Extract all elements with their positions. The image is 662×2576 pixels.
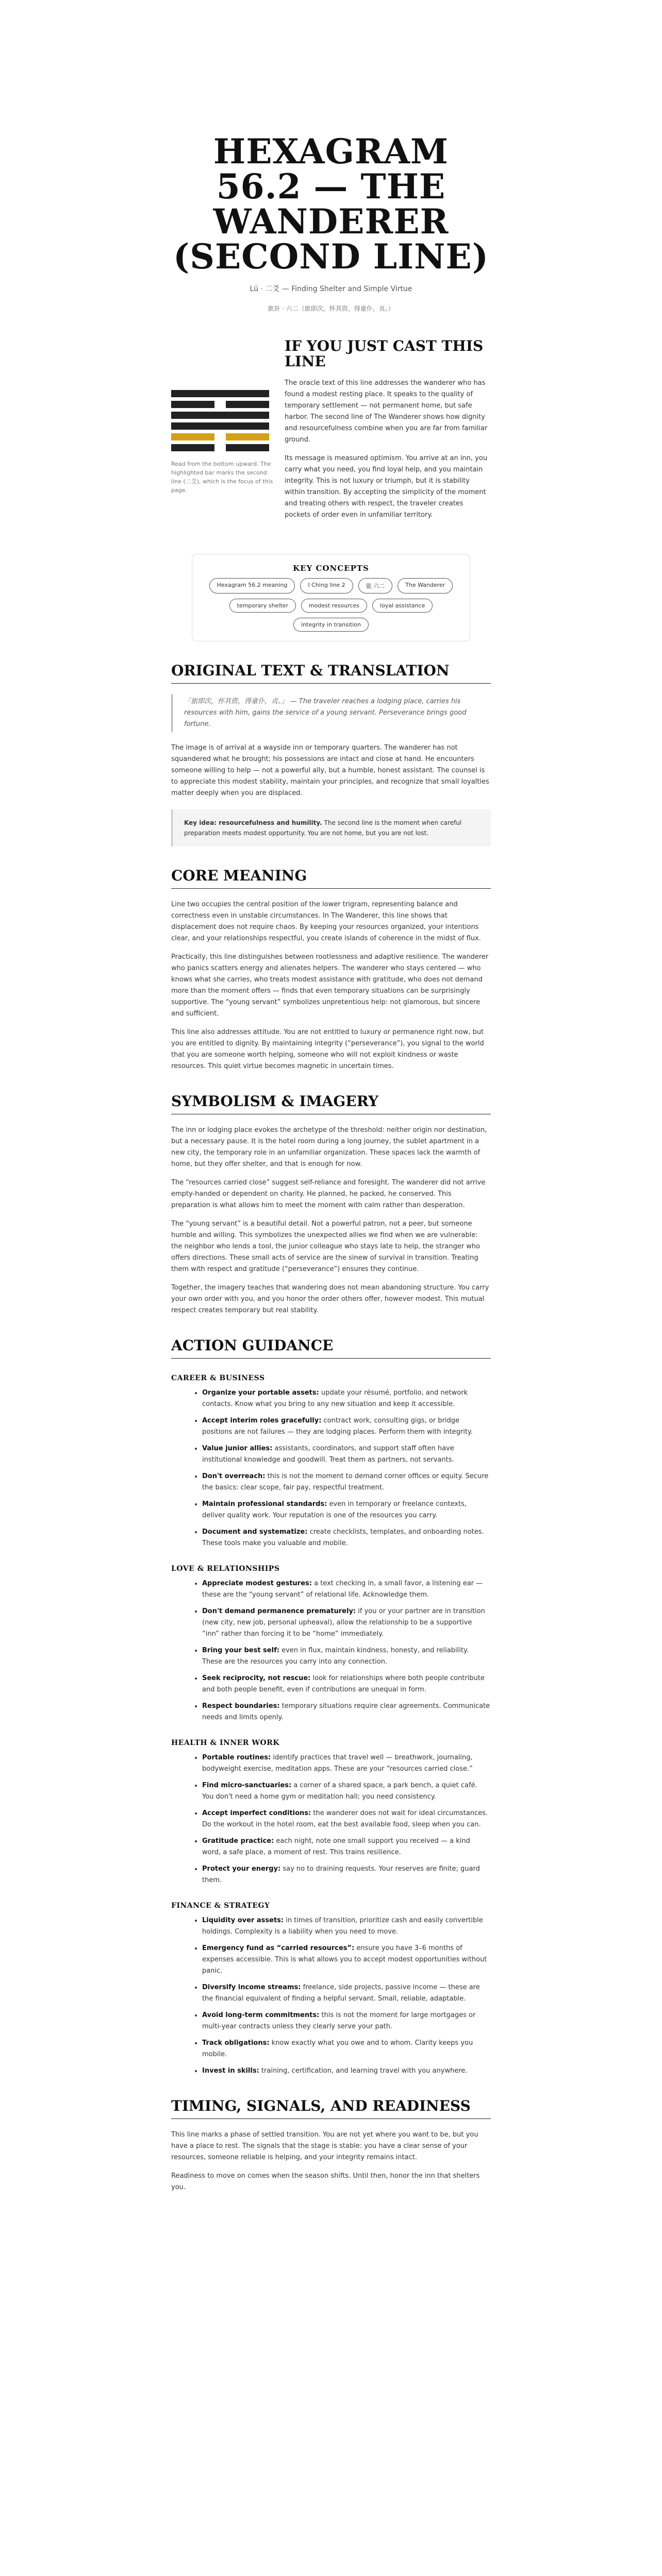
intro-section bbox=[171, 338, 491, 528]
intro-text bbox=[279, 338, 491, 528]
core-paragraph: Line two occupies the central position of the lower trigram, representing balance and correctness even in unstable circumstances. In The Wanderer, this line shows that displacement does not require chaos. By keeping your resources organized, your intentions clear, and your relationships respectful, you create islands of coherence in the midst of flux. bbox=[171, 901, 481, 942]
list-item: • Value junior allies: assistants, coordinators, and support staff often have institutional knowledge and goodwill. Treat them as partners, not servants. bbox=[202, 1443, 491, 1466]
concept-chip[interactable]: loyal assistance bbox=[372, 599, 433, 613]
symbolism-paragraph: Together, the imagery teaches that wandering does not mean abandoning structure. You carry your own order with you, and you honor the order others offer, however modest. This mutual respect creates temporary but real stability. bbox=[171, 1284, 489, 1314]
hexagram-line-6 bbox=[171, 390, 269, 397]
list-item: • Avoid long-term commitments: this is not the moment for large mortgages or multi-year contracts unless they clearly serve your path. bbox=[202, 2010, 491, 2032]
hexagram-line-3 bbox=[171, 422, 269, 430]
love-heading: LOVE & RELATIONSHIPS bbox=[171, 1565, 280, 1573]
key-idea-label: Key idea: resourcefulness and humility. bbox=[184, 819, 322, 826]
career-list bbox=[171, 1387, 491, 1549]
page-subtitle-chinese: 旅卦 · 六二（旅即次，怀其资，得童仆，贞。） bbox=[268, 305, 394, 312]
action-guidance-heading: ACTION GUIDANCE bbox=[171, 1337, 491, 1359]
symbolism-paragraph: The inn or lodging place evokes the archetype of the threshold: neither origin nor destination, but a necessary pause. It is the hotel room during a long journey, the sublet apartment in a new city, the temporary role in an unfamiliar organization. These spaces lack the warmth of home, but they offer shelter, and that is enough for now. bbox=[171, 1126, 487, 1168]
original-paragraph: The image is of arrival at a wayside inn or temporary quarters. The wanderer has not squandered what he brought; his possessions are intact and close at hand. He encounters someone willing to help — not a powerful ally, but a humble, honest assistant. The counsel is to appreciate this modest stability, maintain your principles, and recognize that small loyalties matter deeply when you are displaced. bbox=[171, 744, 489, 797]
list-item: • Track obligations: know exactly what you owe and to whom. Clarity keeps you mobile. bbox=[202, 2038, 491, 2060]
list-item: • Bring your best self: even in flux, maintain kindness, honesty, and reliability. These are the resources you carry into any connection. bbox=[202, 1645, 491, 1668]
list-item: • Don't overreach: this is not the moment to demand corner offices or equity. Secure the basics: clear scope, fair pay, respectful treatment. bbox=[202, 1471, 491, 1494]
page bbox=[171, 0, 491, 2193]
career-heading: CAREER & BUSINESS bbox=[171, 1374, 265, 1382]
health-list bbox=[171, 1752, 491, 1886]
oracle-quote: 「旅即次，怀其资，得童仆，贞。」 — The traveler reaches a lodging place, carries his resources with him, gains the service of a young servant. Perseverance brings good fortune. bbox=[171, 694, 491, 732]
concept-chip[interactable]: 旅 六二 bbox=[358, 578, 393, 594]
concept-chip[interactable]: temporary shelter bbox=[229, 599, 296, 613]
key-idea-text: The second line is the moment when careful preparation meets modest opportunity. You are not home, but you are not lost. bbox=[184, 819, 462, 837]
key-concepts-heading: KEY CONCEPTS bbox=[293, 564, 369, 573]
list-item: • Portable routines: identify practices that travel well — breathwork, journaling, bodyweight exercise, meditation apps. These are your “resources carried close.” bbox=[202, 1752, 491, 1775]
list-item: • Seek reciprocity, not rescue: look for relationships where both people contribute and both people benefit, even if contributions are unequal in form. bbox=[202, 1673, 491, 1696]
list-item: • Don't demand permanence prematurely: if you or your partner are in transition (new city, new job, personal upheaval), allow the relationship to be a supportive “inn” rather than forcing it to be “home” immediately. bbox=[202, 1606, 491, 1640]
list-item: • Diversify income streams: freelance, side projects, passive income — these are the financial equivalent of finding a helpful servant. Small, reliable, adaptable. bbox=[202, 1982, 491, 2005]
list-item: • Invest in skills: training, certification, and learning travel with you anywhere. bbox=[202, 2065, 491, 2077]
list-item: • Document and systematize: create checklists, templates, and onboarding notes. These tools make you valuable and mobile. bbox=[202, 1527, 491, 1549]
timing-paragraph: This line marks a phase of settled transition. You are not yet where you want to be, but you have a place to rest. The signals that the stage is stable: you have a clear sense of your resources, someone reliable is helping, and your integrity remains intact. bbox=[171, 2131, 478, 2161]
finance-list bbox=[171, 1915, 491, 2077]
intro-paragraph: Its message is measured optimism. You arrive at an inn, you carry what you need, you find loyal help, and you maintain integrity. This is not luxury or triumph, but it is stability within transition. By accepting the simplicity of the moment and treating others with respect, the traveler creates pockets of order even in unfamiliar territory. bbox=[285, 454, 488, 519]
intro-heading: IF YOU JUST CAST THIS LINE bbox=[285, 337, 484, 370]
list-item: • Respect boundaries: temporary situations require clear agreements. Communicate needs and limits openly. bbox=[202, 1701, 491, 1723]
hexagram-figure bbox=[171, 338, 279, 528]
hexagram-line-1 bbox=[171, 444, 269, 451]
hexagram-line-5 bbox=[171, 401, 269, 408]
concept-chip[interactable]: I Ching line 2 bbox=[300, 578, 353, 594]
list-item: • Emergency fund as “carried resources”: ensure you have 3–6 months of expenses accessible. This is what allows you to accept modest opportunities without panic. bbox=[202, 1943, 491, 1977]
core-meaning-heading: CORE MEANING bbox=[171, 867, 491, 889]
list-item: • Accept interim roles gracefully: contract work, consulting gigs, or bridge positions are not failures — they are lodging places. Perform them with integrity. bbox=[202, 1415, 491, 1438]
symbolism-heading: SYMBOLISM & IMAGERY bbox=[171, 1093, 491, 1114]
hexagram-line-4 bbox=[171, 412, 269, 419]
symbolism-paragraph: The “young servant” is a beautiful detail. Not a powerful patron, not a peer, but someone humble and willing. This symbolizes the unexpected allies we find when we are vulnerable: the neighbor who lends a tool, the junior colleague who stays late to help, the stranger who offers directions. These small acts of service are the sinew of survival in transition. Treating them with respect and gratitude (“perseverance”) ensures they continue. bbox=[171, 1220, 481, 1273]
concept-chip[interactable]: The Wanderer bbox=[398, 578, 453, 594]
hexagram-diagram bbox=[171, 390, 269, 451]
concept-chip[interactable]: modest resources bbox=[301, 599, 367, 613]
hexagram-line-2-highlighted bbox=[171, 433, 269, 440]
list-item: • Appreciate modest gestures: a text checking in, a small favor, a listening ear — these are the “young servant” of relational life. Acknowledge them. bbox=[202, 1578, 491, 1601]
list-item: • Accept imperfect conditions: the wanderer does not wait for ideal circumstances. Do the workout in the hotel room, eat the best available food, sleep when you can. bbox=[202, 1808, 491, 1831]
list-item: • Maintain professional standards: even in temporary or freelance contexts, deliver quality work. Your reputation is one of the resources you carry. bbox=[202, 1499, 491, 1521]
hexagram-caption: Read from the bottom upward. The highlighted bar marks the second line (二爻), which is the focus of this page. bbox=[171, 461, 273, 494]
page-subtitle: Lü · 二爻 — Finding Shelter and Simple Virtue bbox=[250, 285, 412, 293]
key-concepts-box bbox=[192, 554, 470, 641]
key-idea-callout bbox=[171, 809, 491, 846]
core-paragraph: Practically, this line distinguishes between rootlessness and adaptive resilience. The wanderer who panics scatters energy and alienates helpers. The wanderer who stays centered — who knows what she carries, who treats modest assistance with gratitude, who does not demand more than the moment offers — finds that even temporary situations can be surprisingly supportive. The “young servant” symbolizes unpretentious help: not glamorous, but sincere and sufficient. bbox=[171, 953, 489, 1018]
timing-heading: TIMING, SIGNALS, AND READINESS bbox=[171, 2097, 491, 2119]
list-item: • Gratitude practice: each night, note one small support you received — a kind word, a safe place, a moment of rest. This trains resilience. bbox=[202, 1836, 491, 1858]
core-paragraph: This line also addresses attitude. You are not entitled to luxury or permanence right now, but you are entitled to dignity. By maintaining integrity (“perseverance”), you signal to the world that you are someone worth helping, someone who will not exploit kindness or waste resources. This quiet virtue becomes magnetic in uncertain times. bbox=[171, 1028, 484, 1070]
health-heading: HEALTH & INNER WORK bbox=[171, 1739, 280, 1747]
intro-paragraph: The oracle text of this line addresses the wanderer who has found a modest resting place. It speaks to the quality of temporary settlement — not permanent home, but safe harbor. The second line of The Wanderer shows how dignity and resourcefulness combine when you are far from familiar ground. bbox=[285, 379, 488, 444]
list-item: • Find micro-sanctuaries: a corner of a shared space, a park bench, a quiet café. You don't need a home gym or meditation hall; you need consistency. bbox=[202, 1780, 491, 1803]
concept-chips bbox=[205, 578, 457, 632]
list-item: • Organize your portable assets: update your résumé, portfolio, and network contacts. Know what you bring to any new situation and keep it accessible. bbox=[202, 1387, 491, 1410]
symbolism-paragraph: The “resources carried close” suggest self-reliance and foresight. The wanderer did not arrive empty-handed or dependent on charity. He planned, he packed, he conserved. This preparation is what allows him to meet the moment with calm rather than desperation. bbox=[171, 1179, 486, 1209]
list-item: • Liquidity over assets: in times of transition, prioritize cash and easily convertible holdings. Complexity is a liability when you need to move. bbox=[202, 1915, 491, 1938]
concept-chip[interactable]: integrity in transition bbox=[293, 618, 369, 632]
timing-paragraph: Readiness to move on comes when the season shifts. Until then, honor the inn that shelters you. bbox=[171, 2172, 480, 2191]
list-item: • Protect your energy: say no to draining requests. Your reserves are finite; guard them. bbox=[202, 1863, 491, 1886]
love-list bbox=[171, 1578, 491, 1723]
original-text-heading: ORIGINAL TEXT & TRANSLATION bbox=[171, 662, 491, 684]
finance-heading: FINANCE & STRATEGY bbox=[171, 1902, 270, 1910]
concept-chip[interactable]: Hexagram 56.2 meaning bbox=[209, 578, 295, 594]
page-title: HEXAGRAM 56.2 — THE WANDERER (SECOND LINE) bbox=[173, 131, 489, 277]
